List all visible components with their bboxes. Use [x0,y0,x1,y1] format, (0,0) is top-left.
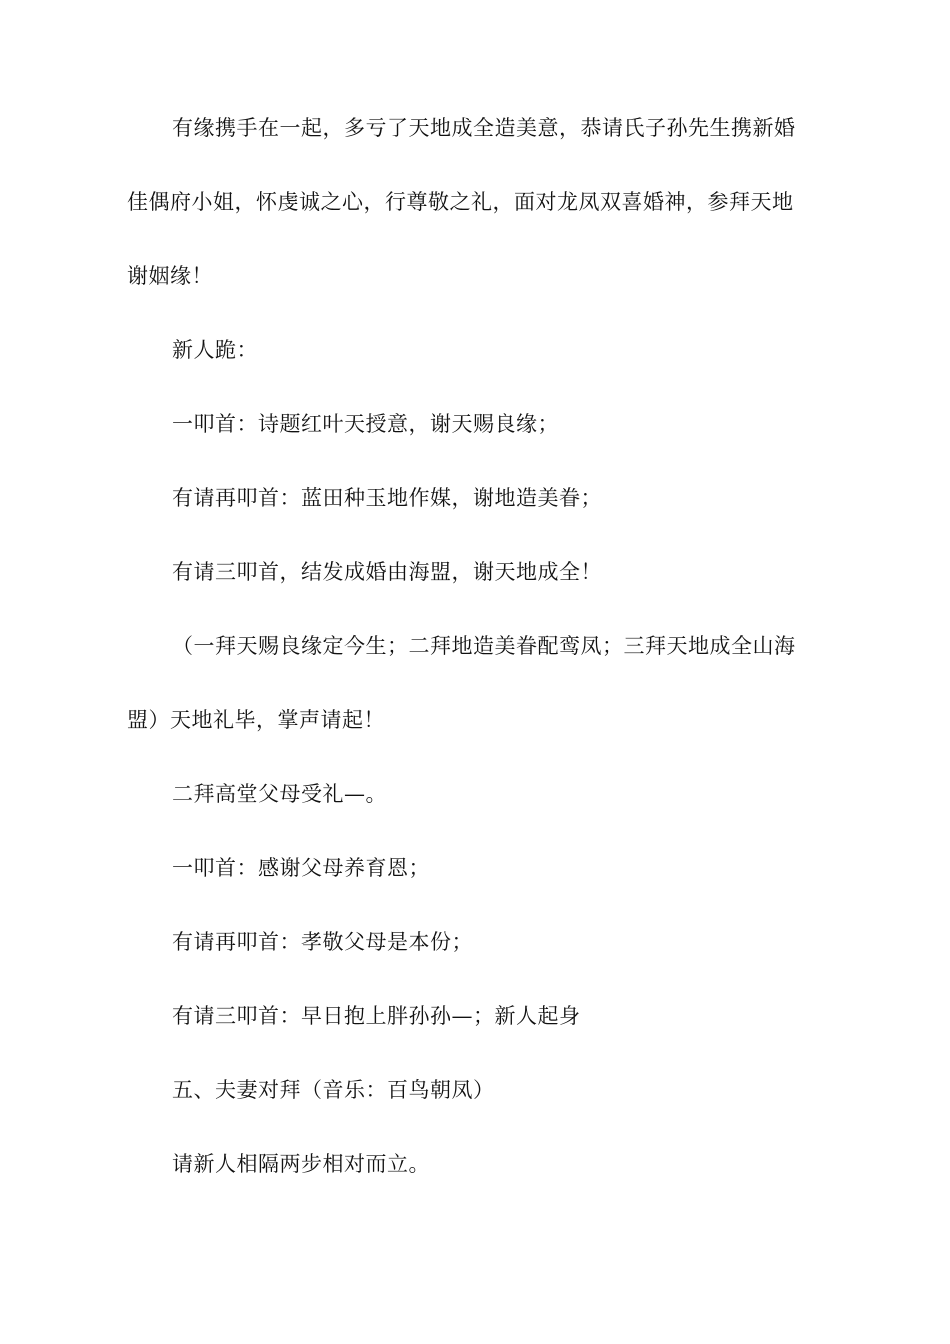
paragraph-line: （一拜天赐良缘定今生；二拜地造美眷配鸾凤；三拜天地成全山海 [172,634,796,658]
paragraph-line: 有缘携手在一起，多亏了天地成全造美意，恭请氏子孙先生携新婚 [172,116,796,140]
paragraph-line: 二拜高堂父母受礼—。 [172,782,387,806]
document-body [127,116,827,1226]
paragraph-line: 盟）天地礼毕，掌声请起！ [127,708,385,732]
paragraph-line: 新人跪： [172,338,258,362]
section-heading: 五、夫妻对拜（音乐：百鸟朝凤） [172,1078,495,1102]
paragraph-line: 一叩首：诗题红叶天授意，谢天赐良缘； [172,412,559,436]
paragraph-line: 一叩首：感谢父母养育恩； [172,856,430,880]
paragraph-line: 请新人相隔两步相对而立。 [172,1152,430,1176]
paragraph-line: 有请再叩首：孝敬父母是本份； [172,930,473,954]
paragraph-line: 有请再叩首：蓝田种玉地作媒，谢地造美眷； [172,486,602,510]
paragraph-line: 佳偶府小姐，怀虔诚之心，行尊敬之礼，面对龙凤双喜婚神，参拜天地 [127,190,794,214]
paragraph-line: 有请三叩首，结发成婚由海盟，谢天地成全！ [172,560,602,584]
paragraph-line: 有请三叩首：早日抱上胖孙孙—；新人起身 [172,1004,581,1028]
paragraph-line: 谢姻缘！ [127,264,213,288]
